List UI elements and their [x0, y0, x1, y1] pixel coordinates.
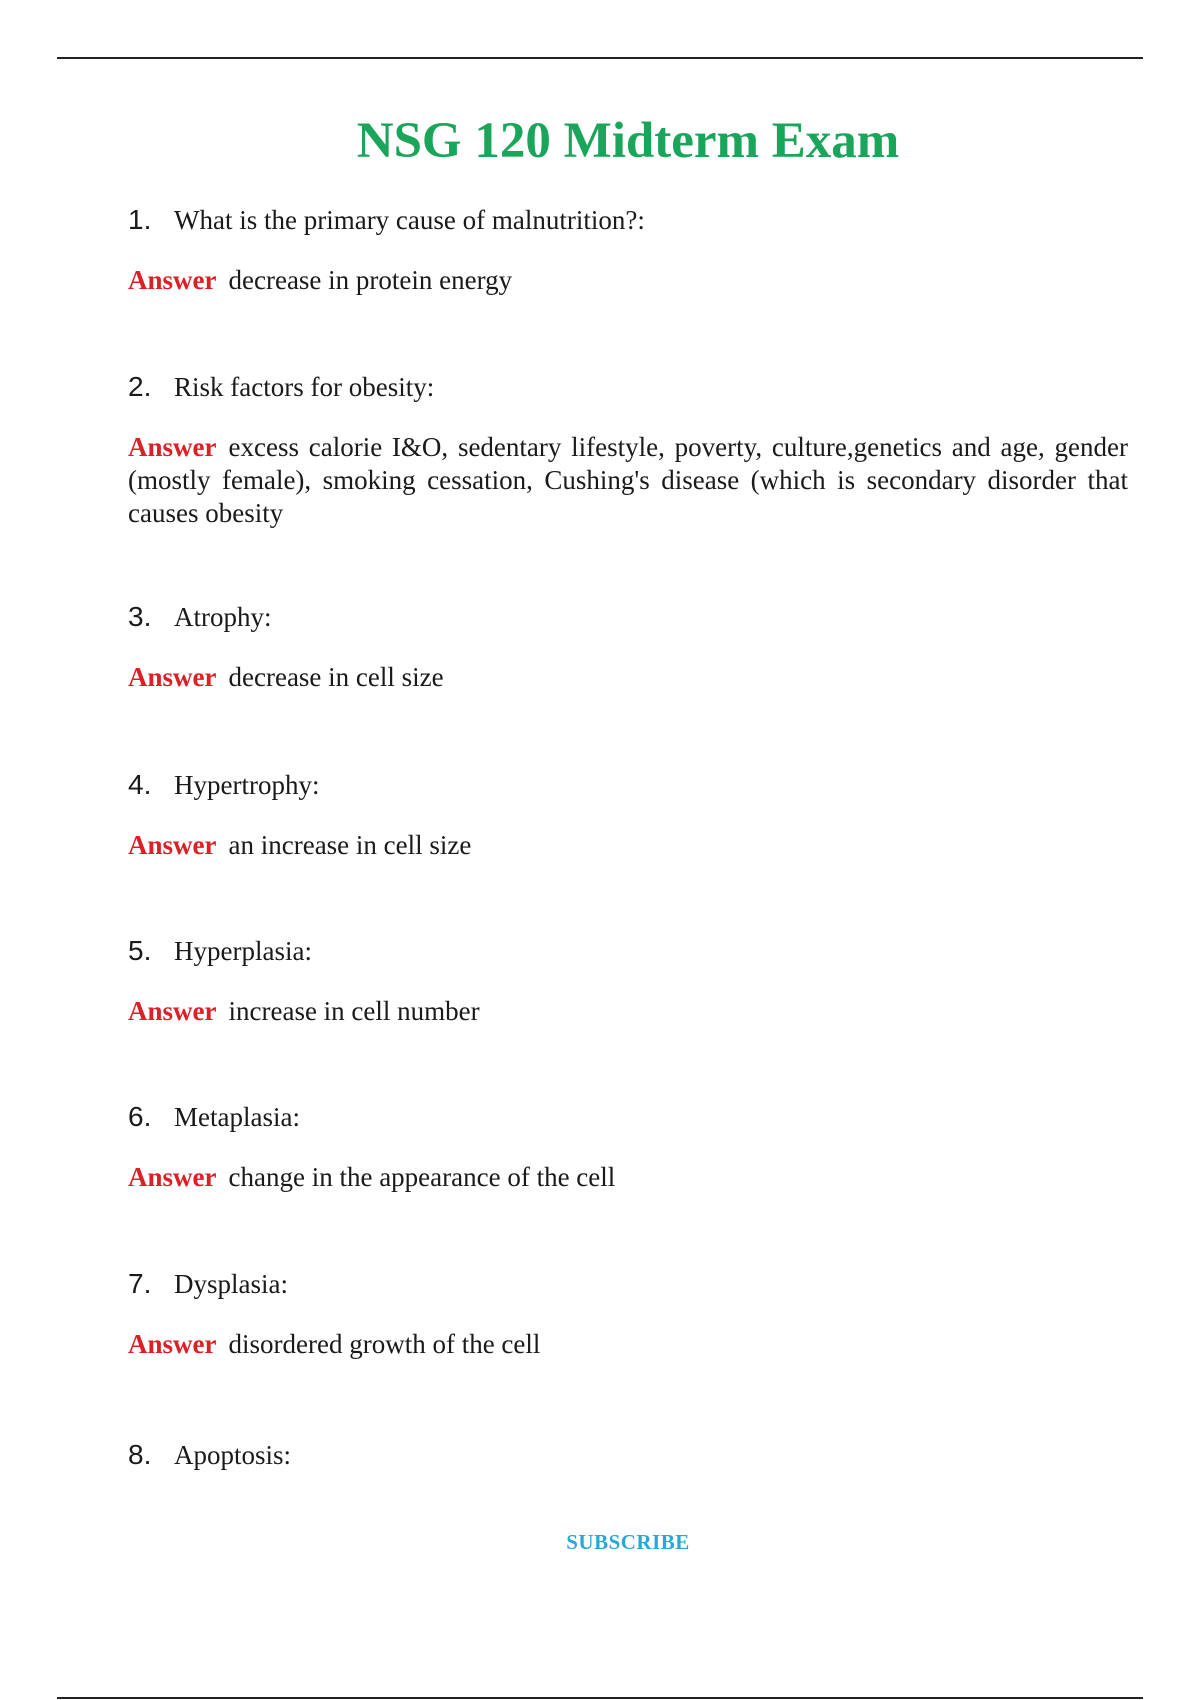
answer-text: an increase in cell size	[228, 830, 472, 860]
answer-text: excess calorie I&O, sedentary lifestyle, poverty, culture,genetics and age, gender (mostly female), smoking cessation, Cushing's disease (which is secondary disorder that causes obesity	[128, 432, 1128, 528]
question-text: What is the primary cause of malnutrition?:	[174, 205, 645, 235]
answer-text: increase in cell number	[228, 996, 480, 1026]
answer	[128, 995, 1128, 1028]
answer-label: Answer	[128, 830, 217, 860]
question	[128, 765, 1128, 805]
question-text: Hypertrophy:	[174, 770, 320, 800]
question-number: 4.	[128, 769, 152, 800]
qa-item-2	[128, 367, 1128, 530]
answer	[128, 1161, 1128, 1194]
question-number: 8.	[128, 1439, 152, 1470]
answer	[128, 264, 1128, 297]
question-number: 6.	[128, 1101, 152, 1132]
qa-item-5	[128, 931, 1128, 1028]
question	[128, 1097, 1128, 1137]
subscribe-link[interactable]: SUBSCRIBE	[566, 1530, 690, 1554]
question-text: Hyperplasia:	[174, 936, 312, 966]
question	[128, 1264, 1128, 1304]
answer-label: Answer	[128, 1162, 217, 1192]
question	[128, 597, 1128, 637]
qa-item-6	[128, 1097, 1128, 1194]
qa-item-7	[128, 1264, 1128, 1361]
question-number: 5.	[128, 935, 152, 966]
answer-text: decrease in cell size	[228, 662, 444, 692]
question-text: Metaplasia:	[174, 1102, 300, 1132]
answer	[128, 829, 1128, 862]
question-text: Atrophy:	[174, 602, 272, 632]
answer-text: decrease in protein energy	[228, 265, 513, 295]
question	[128, 931, 1128, 971]
top-divider	[57, 57, 1143, 59]
answer-label: Answer	[128, 1329, 217, 1359]
answer-text: disordered growth of the cell	[228, 1329, 541, 1359]
answer	[128, 1328, 1128, 1361]
question-text: Risk factors for obesity:	[174, 372, 435, 402]
answer-label: Answer	[128, 265, 217, 295]
question-number: 7.	[128, 1268, 152, 1299]
question-text: Dysplasia:	[174, 1269, 288, 1299]
qa-item-4	[128, 765, 1128, 862]
question	[128, 200, 1128, 240]
answer-label: Answer	[128, 432, 217, 462]
answer	[128, 431, 1128, 530]
qa-item-1	[128, 200, 1128, 297]
page-title: NSG 120 Midterm Exam	[356, 113, 900, 169]
question-text: Apoptosis:	[174, 1440, 292, 1470]
question-number: 1.	[128, 204, 152, 235]
question	[128, 1435, 1128, 1475]
question-number: 2.	[128, 371, 152, 402]
question-number: 3.	[128, 601, 152, 632]
bottom-divider	[57, 1697, 1143, 1699]
answer-label: Answer	[128, 996, 217, 1026]
question	[128, 367, 1128, 407]
answer-text: change in the appearance of the cell	[228, 1162, 616, 1192]
answer-label: Answer	[128, 662, 217, 692]
qa-item-3	[128, 597, 1128, 694]
answer	[128, 661, 1128, 694]
qa-item-8	[128, 1435, 1128, 1475]
